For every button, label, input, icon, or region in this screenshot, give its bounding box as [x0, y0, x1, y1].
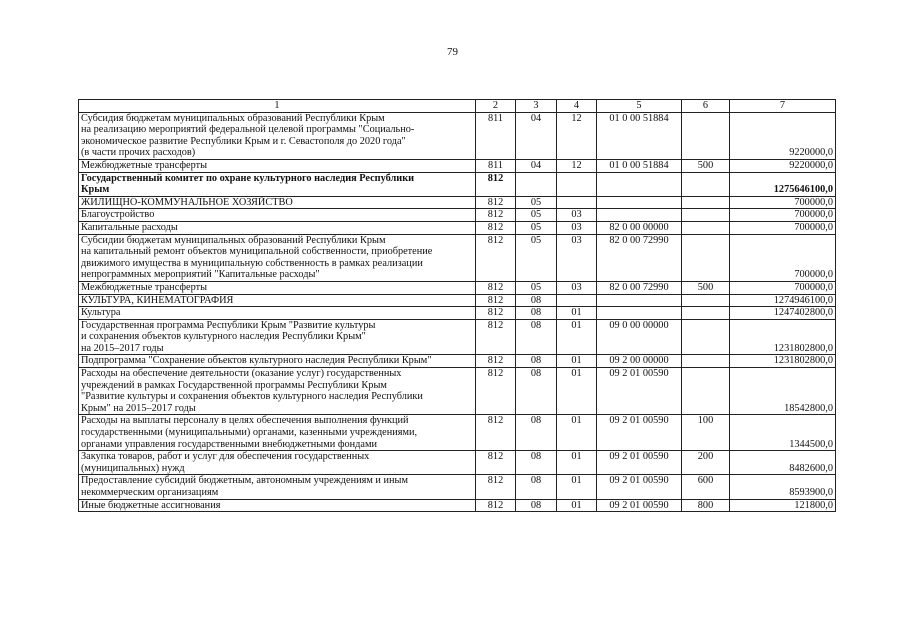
subsection-code: 01	[557, 451, 597, 475]
table-row	[79, 319, 836, 355]
amount: 9220000,0	[730, 159, 836, 172]
amount: 1231802800,0	[730, 355, 836, 368]
subsection-code: 01	[557, 368, 597, 415]
expense-type	[682, 209, 730, 222]
section-code: 04	[516, 112, 557, 159]
column-header: 1	[79, 100, 476, 113]
table-row	[79, 307, 836, 320]
item-name: Субсидия бюджетам муниципальных образований Республики Крым на реализацию мероприятий федеральной целевой программы "Социально- экономическое развитие Республики Крым и г. Севастополя до 2020 года" (в части прочих расходов)	[79, 112, 476, 159]
table-row	[79, 415, 836, 451]
target-article: 09 0 00 00000	[597, 319, 682, 355]
amount: 1274946100,0	[730, 294, 836, 307]
amount: 8482600,0	[730, 451, 836, 475]
item-name: Благоустройство	[79, 209, 476, 222]
section-code: 08	[516, 307, 557, 320]
item-name: Государственная программа Республики Крым "Развитие культуры и сохранения объектов культурного наследия Республики Крым" на 2015–2017 годы	[79, 319, 476, 355]
admin-code: 812	[476, 307, 516, 320]
item-name: Закупка товаров, работ и услуг для обеспечения государственных (муниципальных) нужд	[79, 451, 476, 475]
subsection-code: 01	[557, 415, 597, 451]
target-article: 09 2 01 00590	[597, 415, 682, 451]
expense-type	[682, 112, 730, 159]
target-article: 01 0 00 51884	[597, 159, 682, 172]
section-code: 08	[516, 475, 557, 499]
admin-code: 812	[476, 415, 516, 451]
admin-code: 812	[476, 172, 516, 196]
item-name: КУЛЬТУРА, КИНЕМАТОГРАФИЯ	[79, 294, 476, 307]
admin-code: 812	[476, 294, 516, 307]
admin-code: 812	[476, 234, 516, 281]
subsection-code: 01	[557, 307, 597, 320]
admin-code: 812	[476, 355, 516, 368]
amount: 9220000,0	[730, 112, 836, 159]
item-name: Межбюджетные трансферты	[79, 159, 476, 172]
target-article	[597, 196, 682, 209]
section-code: 08	[516, 451, 557, 475]
amount: 1231802800,0	[730, 319, 836, 355]
amount: 1247402800,0	[730, 307, 836, 320]
target-article: 82 0 00 00000	[597, 221, 682, 234]
admin-code: 812	[476, 221, 516, 234]
amount: 700000,0	[730, 234, 836, 281]
amount: 700000,0	[730, 221, 836, 234]
section-code: 05	[516, 234, 557, 281]
target-article: 82 0 00 72990	[597, 281, 682, 294]
table-row	[79, 368, 836, 415]
budget-table	[78, 99, 836, 512]
column-header: 5	[597, 100, 682, 113]
expense-type	[682, 294, 730, 307]
table-row	[79, 281, 836, 294]
target-article: 09 2 01 00590	[597, 499, 682, 512]
target-article: 01 0 00 51884	[597, 112, 682, 159]
expense-type	[682, 234, 730, 281]
admin-code: 812	[476, 209, 516, 222]
section-code: 08	[516, 319, 557, 355]
target-article	[597, 209, 682, 222]
item-name: ЖИЛИЩНО-КОММУНАЛЬНОЕ ХОЗЯЙСТВО	[79, 196, 476, 209]
table-row	[79, 196, 836, 209]
item-name: Государственный комитет по охране культурного наследия Республики Крым	[79, 172, 476, 196]
section-code: 05	[516, 221, 557, 234]
item-name: Расходы на выплаты персоналу в целях обеспечения выполнения функций государственными (муниципальными) органами, казенными учреждениями, органами управления государственными внебюджетными фондами	[79, 415, 476, 451]
table-row	[79, 112, 836, 159]
section-code: 08	[516, 355, 557, 368]
target-article: 09 2 01 00590	[597, 368, 682, 415]
column-header: 2	[476, 100, 516, 113]
subsection-code: 12	[557, 159, 597, 172]
table-row	[79, 209, 836, 222]
admin-code: 811	[476, 112, 516, 159]
target-article: 82 0 00 72990	[597, 234, 682, 281]
amount: 121800,0	[730, 499, 836, 512]
expense-type: 500	[682, 281, 730, 294]
amount: 700000,0	[730, 281, 836, 294]
table-row	[79, 221, 836, 234]
table-row	[79, 451, 836, 475]
amount: 18542800,0	[730, 368, 836, 415]
item-name: Расходы на обеспечение деятельности (оказание услуг) государственных учреждений в рамках Государственной программы Республики Крым "Развитие культуры и сохранения объектов культурного наследия Республики Крым" на 2015–2017 годы	[79, 368, 476, 415]
section-code: 08	[516, 415, 557, 451]
subsection-code: 01	[557, 355, 597, 368]
expense-type	[682, 307, 730, 320]
item-name: Субсидии бюджетам муниципальных образований Республики Крым на капитальный ремонт объектов муниципальной собственности, приобретение движимого имущества в муниципальную собственность в рамках реализации непрограммных мероприятий "Капитальные расходы"	[79, 234, 476, 281]
section-code: 05	[516, 196, 557, 209]
subsection-code: 01	[557, 475, 597, 499]
expense-type: 500	[682, 159, 730, 172]
expense-type	[682, 319, 730, 355]
target-article	[597, 307, 682, 320]
section-code	[516, 172, 557, 196]
subsection-code: 03	[557, 209, 597, 222]
subsection-code: 12	[557, 112, 597, 159]
admin-code: 812	[476, 319, 516, 355]
expense-type	[682, 355, 730, 368]
target-article: 09 2 01 00590	[597, 451, 682, 475]
subsection-code: 03	[557, 281, 597, 294]
item-name: Межбюджетные трансферты	[79, 281, 476, 294]
section-code: 04	[516, 159, 557, 172]
expense-type	[682, 221, 730, 234]
admin-code: 812	[476, 196, 516, 209]
admin-code: 812	[476, 368, 516, 415]
section-code: 08	[516, 368, 557, 415]
subsection-code: 01	[557, 319, 597, 355]
subsection-code: 01	[557, 499, 597, 512]
table-row	[79, 355, 836, 368]
table-row	[79, 234, 836, 281]
table-row	[79, 159, 836, 172]
admin-code: 811	[476, 159, 516, 172]
section-code: 05	[516, 209, 557, 222]
item-name: Иные бюджетные ассигнования	[79, 499, 476, 512]
table-row	[79, 172, 836, 196]
column-header: 7	[730, 100, 836, 113]
section-code: 08	[516, 499, 557, 512]
item-name: Капитальные расходы	[79, 221, 476, 234]
target-article: 09 2 01 00590	[597, 475, 682, 499]
column-header: 6	[682, 100, 730, 113]
item-name: Подпрограмма "Сохранение объектов культурного наследия Республики Крым"	[79, 355, 476, 368]
expense-type: 200	[682, 451, 730, 475]
target-article	[597, 172, 682, 196]
section-code: 05	[516, 281, 557, 294]
admin-code: 812	[476, 499, 516, 512]
expense-type: 800	[682, 499, 730, 512]
table-row	[79, 499, 836, 512]
table-row	[79, 294, 836, 307]
expense-type	[682, 172, 730, 196]
amount: 700000,0	[730, 196, 836, 209]
subsection-code	[557, 294, 597, 307]
target-article	[597, 294, 682, 307]
subsection-code	[557, 196, 597, 209]
page-number: 79	[447, 46, 458, 58]
subsection-code	[557, 172, 597, 196]
item-name: Культура	[79, 307, 476, 320]
item-name: Предоставление субсидий бюджетным, автономным учреждениям и иным некоммерческим организациям	[79, 475, 476, 499]
section-code: 08	[516, 294, 557, 307]
target-article: 09 2 00 00000	[597, 355, 682, 368]
table-header-row	[79, 100, 836, 113]
expense-type: 600	[682, 475, 730, 499]
column-header: 3	[516, 100, 557, 113]
admin-code: 812	[476, 451, 516, 475]
amount: 1275646100,0	[730, 172, 836, 196]
subsection-code: 03	[557, 221, 597, 234]
expense-type: 100	[682, 415, 730, 451]
amount: 8593900,0	[730, 475, 836, 499]
expense-type	[682, 368, 730, 415]
expense-type	[682, 196, 730, 209]
amount: 700000,0	[730, 209, 836, 222]
amount: 1344500,0	[730, 415, 836, 451]
column-header: 4	[557, 100, 597, 113]
subsection-code: 03	[557, 234, 597, 281]
admin-code: 812	[476, 475, 516, 499]
admin-code: 812	[476, 281, 516, 294]
table-row	[79, 475, 836, 499]
